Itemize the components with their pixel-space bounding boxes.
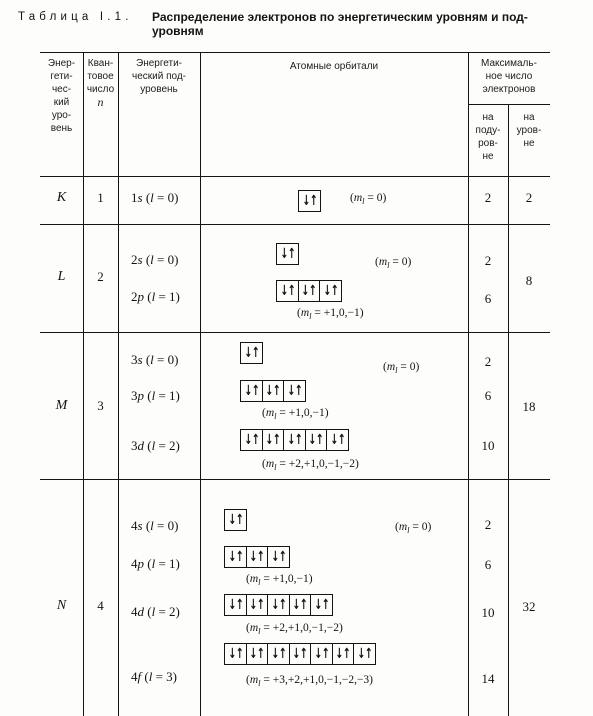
ml-l-subscript: l	[274, 411, 277, 421]
electron-pair-arrows: ↓↑	[279, 283, 295, 299]
label-orbital-letter: d	[137, 438, 144, 453]
orbital-cell	[246, 595, 268, 615]
label-number: 2	[131, 289, 138, 304]
label-l-value: = 1)	[155, 388, 180, 403]
label-orbital-letter: s	[137, 518, 143, 533]
orbital-box	[224, 643, 376, 665]
label-l-value: = 0)	[153, 352, 179, 367]
label-paren: (	[144, 289, 152, 304]
level-letter: N	[56, 598, 67, 613]
ml-paren: (	[262, 407, 266, 419]
header-orbitals: Атомные орбитали	[289, 61, 379, 72]
label-paren: (	[142, 352, 151, 367]
ml-paren: (	[246, 622, 250, 634]
electron-pair-arrows: ↓↑	[270, 646, 286, 662]
electron-pair-arrows: ↓↑	[329, 432, 345, 448]
ml-m-symbol: m	[249, 573, 259, 585]
label-l-symbol: l	[151, 556, 156, 571]
label-orbital-letter: p	[137, 289, 144, 304]
ml-values: = +3,+2,+1,0,−1,−2,−3)	[260, 674, 374, 686]
ml-values: = 0)	[364, 192, 387, 204]
label-l-symbol: l	[151, 438, 156, 453]
sublevel-max-electrons: 10	[481, 605, 495, 620]
electron-pair-arrows: ↓↑	[227, 512, 243, 528]
orbital-cell	[262, 430, 284, 450]
label-l-symbol: l	[150, 190, 154, 205]
orbital-cell	[283, 381, 305, 401]
electron-pair-arrows: ↓↑	[356, 646, 372, 662]
label-l-symbol: l	[150, 518, 154, 533]
ml-m-symbol: m	[265, 458, 275, 470]
orbital-cell	[289, 595, 311, 615]
orbital-cell	[241, 343, 262, 363]
orbital-cell	[299, 191, 320, 211]
label-l-value: = 2)	[155, 604, 180, 619]
orbital-cell	[283, 430, 305, 450]
orbital-cell	[310, 644, 332, 664]
label-paren: (	[144, 556, 152, 571]
label-orbital-letter: p	[137, 388, 144, 403]
orbital-cell	[326, 430, 348, 450]
header-sublevel: Энергети- ческий под- уровень	[131, 58, 187, 95]
ml-values: = 0)	[397, 361, 420, 373]
ml-paren: (	[395, 521, 399, 533]
orbital-box	[224, 509, 247, 531]
electron-pair-arrows: ↓↑	[243, 345, 259, 361]
label-orbital-letter: s	[137, 352, 143, 367]
sublevel-max-electrons: 10	[481, 438, 495, 453]
orbital-cell	[298, 281, 320, 301]
sublevel-max-electrons: 2	[484, 190, 492, 205]
ml-values: = +2,+1,0,−1,−2)	[276, 458, 359, 470]
electron-pair-arrows: ↓↑	[308, 432, 324, 448]
sublevel-label	[131, 352, 178, 368]
sublevel-label	[131, 604, 180, 620]
ml-l-subscript: l	[395, 365, 398, 375]
electron-pair-arrows: ↓↑	[270, 597, 286, 613]
electron-pair-arrows: ↓↑	[286, 383, 302, 399]
orbital-cell	[305, 430, 327, 450]
sublevel-max-electrons: 14	[481, 671, 495, 686]
level-max-electrons: 32	[522, 599, 536, 614]
orbital-cell	[225, 510, 246, 530]
label-number: 3	[131, 352, 138, 367]
orbital-box	[276, 243, 299, 265]
label-paren: (	[142, 190, 151, 205]
electron-pair-arrows: ↓↑	[313, 597, 329, 613]
label-number: 4	[131, 669, 138, 684]
orbital-box	[240, 342, 263, 364]
sublevel-max-electrons: 2	[484, 354, 492, 369]
sublevel-label	[131, 388, 180, 404]
ml-paren: (	[246, 573, 250, 585]
label-l-value: = 0)	[153, 190, 179, 205]
orbital-cell	[225, 595, 246, 615]
electron-pair-arrows: ↓↑	[265, 383, 281, 399]
ml-l-subscript: l	[258, 626, 261, 636]
ml-values: = +1,0,−1)	[311, 307, 364, 319]
sublevel-label	[131, 669, 177, 685]
label-paren: (	[141, 669, 149, 684]
label-number: 4	[131, 604, 138, 619]
table-number: Таблица I.1.	[18, 11, 133, 23]
electron-pair-arrows: ↓↑	[249, 597, 265, 613]
sublevel-label	[131, 289, 180, 305]
label-number: 4	[131, 518, 138, 533]
orbital-cell	[267, 547, 289, 567]
electron-pair-arrows: ↓↑	[301, 193, 317, 209]
ml-paren: (	[297, 307, 301, 319]
ml-m-symbol: m	[265, 407, 275, 419]
electron-pair-arrows: ↓↑	[292, 646, 308, 662]
orbital-cell	[262, 381, 284, 401]
quantum-number: 3	[97, 398, 104, 413]
ml-m-symbol: m	[353, 192, 363, 204]
orbital-cell	[246, 644, 268, 664]
electron-pair-arrows: ↓↑	[243, 432, 259, 448]
orbital-cell	[289, 644, 311, 664]
label-l-symbol: l	[150, 252, 154, 267]
electron-pair-arrows: ↓↑	[243, 383, 259, 399]
ml-values: = 0)	[389, 256, 412, 268]
level-letter: M	[55, 398, 68, 413]
ml-values: = +2,+1,0,−1,−2)	[260, 622, 343, 634]
label-number: 2	[131, 252, 138, 267]
sublevel-label	[131, 252, 178, 268]
electron-pair-arrows: ↓↑	[270, 549, 286, 565]
header-max-electrons: Максималь- ное число электронов	[481, 58, 537, 95]
ml-label	[262, 405, 329, 421]
orbital-cell	[241, 430, 262, 450]
electron-pair-arrows: ↓↑	[292, 597, 308, 613]
label-l-value: = 2)	[155, 438, 180, 453]
ml-values: = +1,0,−1)	[260, 573, 313, 585]
label-l-symbol: l	[150, 352, 154, 367]
label-paren: (	[144, 438, 152, 453]
label-l-value: = 1)	[155, 289, 180, 304]
label-number: 3	[131, 438, 138, 453]
ml-label	[383, 359, 419, 375]
electron-pair-arrows: ↓↑	[301, 283, 317, 299]
orbital-box	[298, 190, 321, 212]
ml-l-subscript: l	[258, 577, 261, 587]
electron-pair-arrows: ↓↑	[322, 283, 338, 299]
ml-l-subscript: l	[407, 525, 410, 535]
level-letter: K	[56, 190, 67, 205]
label-paren: (	[142, 518, 151, 533]
orbital-cell	[332, 644, 354, 664]
quantum-number: 2	[97, 269, 104, 284]
ml-m-symbol: m	[300, 307, 310, 319]
header-quantum-number-symbol: n	[97, 95, 104, 109]
sublevel-max-electrons: 2	[484, 253, 492, 268]
label-number: 1	[131, 190, 138, 205]
ml-paren: (	[375, 256, 379, 268]
sublevel-max-electrons: 6	[484, 291, 492, 306]
header-energy-level: Энер- гети- чес- кий уро- вень	[47, 58, 76, 134]
orbital-cell	[225, 644, 246, 664]
ml-l-subscript: l	[309, 311, 312, 321]
ml-m-symbol: m	[249, 674, 259, 686]
label-l-symbol: l	[148, 669, 153, 684]
orbital-cell	[277, 281, 298, 301]
level-max-electrons: 8	[525, 273, 533, 288]
label-l-symbol: l	[151, 604, 156, 619]
orbital-cell	[246, 547, 268, 567]
label-paren: (	[142, 252, 151, 267]
header-quantum-number-text: Кван- товое число	[86, 58, 115, 95]
electron-pair-arrows: ↓↑	[286, 432, 302, 448]
label-orbital-letter: s	[137, 190, 143, 205]
ml-m-symbol: m	[398, 521, 408, 533]
ml-l-subscript: l	[387, 260, 390, 270]
level-max-electrons: 18	[522, 399, 536, 414]
sublevel-label	[131, 556, 180, 572]
electron-pair-arrows: ↓↑	[227, 646, 243, 662]
ml-m-symbol: m	[386, 361, 396, 373]
electron-pair-arrows: ↓↑	[227, 549, 243, 565]
header-per-level: на уров- не	[516, 112, 542, 149]
orbital-cell	[277, 244, 298, 264]
orbital-box	[224, 546, 290, 568]
ml-paren: (	[350, 192, 354, 204]
sublevel-max-electrons: 2	[484, 517, 492, 532]
label-number: 4	[131, 556, 138, 571]
label-orbital-letter: p	[137, 556, 144, 571]
label-l-value: = 1)	[155, 556, 180, 571]
label-orbital-letter: f	[137, 669, 142, 684]
label-l-symbol: l	[151, 289, 156, 304]
level-max-electrons: 2	[525, 190, 533, 205]
ml-label	[395, 519, 431, 535]
ml-label	[297, 305, 364, 321]
electron-pair-arrows: ↓↑	[249, 549, 265, 565]
ml-paren: (	[246, 674, 250, 686]
ml-m-symbol: m	[378, 256, 388, 268]
electron-pair-arrows: ↓↑	[227, 597, 243, 613]
level-letter: L	[57, 269, 66, 284]
label-paren: (	[144, 604, 152, 619]
ml-m-symbol: m	[249, 622, 259, 634]
label-l-symbol: l	[151, 388, 156, 403]
label-l-value: = 0)	[153, 252, 179, 267]
sublevel-max-electrons: 6	[484, 388, 492, 403]
electron-pair-arrows: ↓↑	[313, 646, 329, 662]
header-per-sublevel: на поду- ров- не	[475, 112, 501, 162]
electron-pair-arrows: ↓↑	[279, 246, 295, 262]
sublevel-label	[131, 438, 180, 454]
ml-values: = +1,0,−1)	[276, 407, 329, 419]
quantum-number: 4	[97, 598, 104, 613]
ml-label	[350, 190, 386, 206]
electron-pair-arrows: ↓↑	[265, 432, 281, 448]
ml-label	[246, 672, 373, 688]
orbital-cell	[241, 381, 262, 401]
sublevel-label	[131, 518, 178, 534]
ml-paren: (	[262, 458, 266, 470]
label-orbital-letter: d	[137, 604, 144, 619]
quantum-number: 1	[97, 190, 104, 205]
electron-pair-arrows: ↓↑	[335, 646, 351, 662]
ml-l-subscript: l	[362, 196, 365, 206]
orbital-cell	[267, 595, 289, 615]
ml-l-subscript: l	[258, 678, 261, 688]
orbital-cell	[267, 644, 289, 664]
ml-label	[375, 254, 411, 270]
table-title: Распределение электронов по энергетическим уровням и под- уровням	[152, 10, 528, 38]
label-l-value: = 3)	[152, 669, 178, 684]
ml-paren: (	[383, 361, 387, 373]
orbital-box	[240, 429, 349, 451]
label-paren: (	[144, 388, 152, 403]
ml-label	[246, 571, 313, 587]
label-orbital-letter: s	[137, 252, 143, 267]
sublevel-max-electrons: 6	[484, 557, 492, 572]
orbital-cell	[353, 644, 375, 664]
electron-pair-arrows: ↓↑	[249, 646, 265, 662]
orbital-cell	[310, 595, 332, 615]
orbital-box	[224, 594, 333, 616]
orbital-cell	[225, 547, 246, 567]
label-l-value: = 0)	[153, 518, 179, 533]
ml-label	[246, 620, 343, 636]
sublevel-label	[131, 190, 178, 206]
label-number: 3	[131, 388, 138, 403]
ml-l-subscript: l	[274, 462, 277, 472]
orbital-cell	[319, 281, 341, 301]
orbital-box	[240, 380, 306, 402]
ml-values: = 0)	[409, 521, 432, 533]
ml-label	[262, 456, 359, 472]
orbital-box	[276, 280, 342, 302]
